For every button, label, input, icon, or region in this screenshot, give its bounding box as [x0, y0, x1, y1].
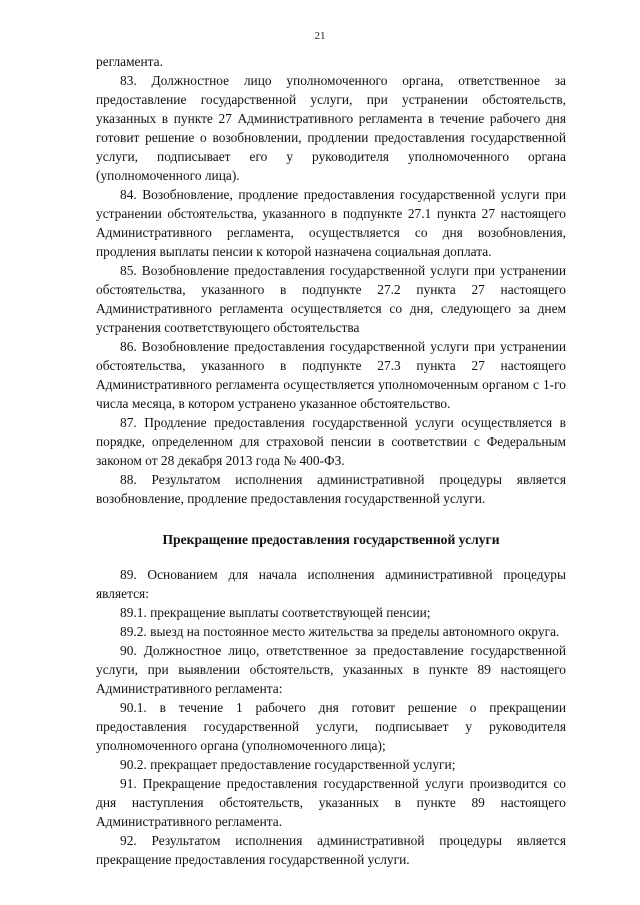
paragraph-92: 92. Результатом исполнения административной процедуры является прекращение предоставления государственной услуги. — [96, 833, 566, 867]
paragraph-87: 87. Продление предоставления государственной услуги осуществляется в порядке, определенном для страховой пенсии в соответствии с Федеральным законом от 28 декабря 2013 года № 400-ФЗ. — [96, 415, 566, 468]
paragraph-89: 89. Основанием для начала исполнения административной процедуры является: — [96, 567, 566, 601]
paragraph-88: 88. Результатом исполнения административной процедуры является возобновление, продление предоставления государственной услуги. — [96, 472, 566, 506]
paragraph-90: 90. Должностное лицо, ответственное за предоставление государственной услуги, при выявлении обстоятельств, указанных в пункте 89 настоящего Административного регламента: — [96, 643, 566, 696]
paragraph-85: 85. Возобновление предоставления государственной услуги при устранении обстоятельства, указанного в подпункте 27.2 пункта 27 настоящего Административного регламента осуществляется со дня, следующего за днем устранения соответствующего обстоятельства — [96, 263, 566, 335]
paragraph-86: 86. Возобновление предоставления государственной услуги при устранении обстоятельства, указанного в подпункте 27.3 пункта 27 настоящего Административного регламента осуществляется уполномоченным органом с 1-го числа месяца, в котором устранено указанное обстоятельство. — [96, 339, 566, 411]
section-heading: Прекращение предоставления государственной услуги — [162, 532, 500, 547]
paragraph-90-2: 90.2. прекращает предоставление государственной услуги; — [120, 757, 456, 772]
page-number: 21 — [314, 30, 326, 42]
paragraph-91: 91. Прекращение предоставления государственной услуги производится со дня наступления обстоятельств, указанных в пункте 89 настоящего Административного регламента. — [96, 776, 566, 829]
paragraph-89-1: 89.1. прекращение выплаты соответствующей пенсии; — [120, 605, 431, 620]
document-body — [96, 52, 566, 869]
paragraph-89-2: 89.2. выезд на постоянное место жительства за пределы автономного округа. — [120, 624, 560, 639]
paragraph-84: 84. Возобновление, продление предоставления государственной услуги при устранении обстоятельства, указанного в подпункте 27.1 пункта 27 настоящего Административного регламента, осуществляется со дня возобновления, продления выплаты пенсии к которой назначена социальная доплата. — [96, 187, 566, 259]
paragraph-90-1: 90.1. в течение 1 рабочего дня готовит решение о прекращении предоставления государственной услуги, подписывает у руководителя уполномоченного органа (уполномоченного лица); — [96, 700, 566, 753]
paragraphs-after — [96, 565, 566, 869]
paragraphs-before — [96, 52, 566, 508]
paragraph-83: 83. Должностное лицо уполномоченного органа, ответственное за предоставление государственной услуги, при устранении обстоятельств, указанных в пункте 27 Административного регламента в течение рабочего дня готовит решение о возобновлении, продлении предоставления государственной услуги, подписывает его у руководителя уполномоченного органа (уполномоченного лица). — [96, 73, 566, 183]
paragraph-continuation: регламента. — [96, 54, 163, 69]
